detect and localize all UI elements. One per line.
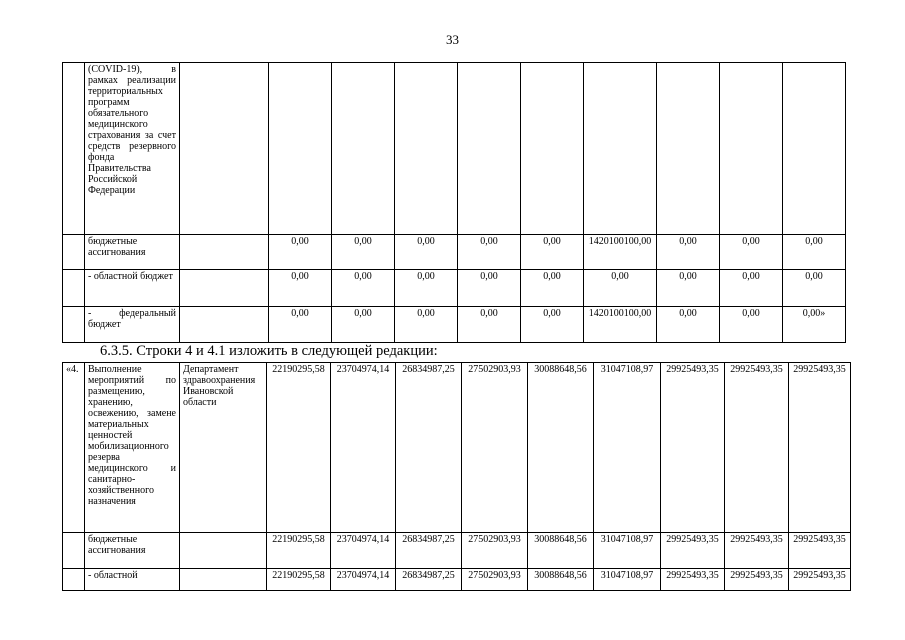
value-cell: 0,00: [269, 235, 332, 270]
value-cell: 27502903,93: [462, 363, 528, 533]
value-cell: 23704974,14: [331, 363, 396, 533]
value-cell: 0,00: [458, 270, 521, 307]
value-cell: 30088648,56: [528, 363, 594, 533]
description-cell: Выполнение мероприятий по размещению, хранению, освежению, замене материальных ценностей мобилизационного резерва медицинского и санитарно-хозяйственного назначения: [85, 363, 180, 533]
value-cell: 26834987,25: [396, 569, 462, 591]
value-cell: 1420100100,00: [584, 235, 657, 270]
value-cell: 26834987,25: [396, 533, 462, 569]
value-cell: 27502903,93: [462, 533, 528, 569]
value-cell: 29925493,35: [789, 533, 851, 569]
value-cell: 31047108,97: [594, 569, 661, 591]
budget-table-continuation: [62, 62, 846, 343]
value-cell: 27502903,93: [462, 569, 528, 591]
executor-cell: Департамент здравоохранения Ивановской области: [180, 363, 267, 533]
value-cell: 0,00: [521, 270, 584, 307]
value-cell: 29925493,35: [725, 569, 789, 591]
value-cell: 29925493,35: [661, 363, 725, 533]
table-row: [63, 569, 851, 591]
description-cell: (COVID-19), в рамках реализации территориальных программ обязательного медицинского страхования за счет средств резервного фонда Правительства Российской Федерации: [85, 63, 180, 235]
value-cell: 0,00: [720, 270, 783, 307]
value-cell: 29925493,35: [789, 569, 851, 591]
value-cell: 29925493,35: [725, 533, 789, 569]
table-row: [63, 307, 846, 343]
value-cell: 0,00: [720, 235, 783, 270]
value-cell: 0,00: [332, 270, 395, 307]
value-cell: 0,00: [332, 235, 395, 270]
page-number: 33: [446, 32, 459, 47]
value-cell: 0,00: [458, 307, 521, 343]
value-cell: 0,00: [458, 235, 521, 270]
row-label: - областной бюджет: [85, 270, 180, 307]
value-cell: 30088648,56: [528, 569, 594, 591]
value-cell: 23704974,14: [331, 533, 396, 569]
table-row: [63, 235, 846, 270]
table-row: [63, 63, 846, 235]
value-cell: 0,00: [783, 235, 846, 270]
value-cell: 0,00: [395, 270, 458, 307]
row-label: бюджетные ассигнования: [85, 235, 180, 270]
executor-cell: [180, 63, 269, 235]
table-row: [63, 533, 851, 569]
value-cell: 22190295,58: [267, 363, 331, 533]
value-cell: 0,00: [395, 307, 458, 343]
value-cell: 0,00: [332, 307, 395, 343]
value-cell: 0,00: [269, 307, 332, 343]
value-cell: 30088648,56: [528, 533, 594, 569]
value-cell: 0,00: [395, 235, 458, 270]
value-cell: 0,00»: [783, 307, 846, 343]
value-cell: 26834987,25: [396, 363, 462, 533]
budget-table-rows-4: [62, 362, 851, 591]
table-row: [63, 363, 851, 533]
value-cell: 0,00: [521, 235, 584, 270]
value-cell: 0,00: [720, 307, 783, 343]
value-cell: 0,00: [521, 307, 584, 343]
value-cell: 23704974,14: [331, 569, 396, 591]
value-cell: 1420100100,00: [584, 307, 657, 343]
value-cell: 0,00: [584, 270, 657, 307]
value-cell: 22190295,58: [267, 533, 331, 569]
row-label: - федеральный бюджет: [85, 307, 180, 343]
value-cell: 22190295,58: [267, 569, 331, 591]
value-cell: 29925493,35: [789, 363, 851, 533]
value-cell: 0,00: [657, 307, 720, 343]
value-cell: 31047108,97: [594, 533, 661, 569]
value-cell: 29925493,35: [661, 533, 725, 569]
row-label: бюджетные ассигнования: [85, 533, 180, 569]
row-number-cell: [63, 63, 85, 235]
value-cell: 0,00: [657, 270, 720, 307]
value-cell: 0,00: [657, 235, 720, 270]
value-cell: 0,00: [269, 270, 332, 307]
section-heading: 6.3.5. Строки 4 и 4.1 изложить в следующей редакции:: [100, 343, 438, 359]
value-cell: 29925493,35: [725, 363, 789, 533]
value-cell: 29925493,35: [661, 569, 725, 591]
table-row: [63, 270, 846, 307]
row-number-cell: «4.: [63, 363, 85, 533]
value-cell: 31047108,97: [594, 363, 661, 533]
row-label: - областной: [85, 569, 180, 591]
value-cell: 0,00: [783, 270, 846, 307]
